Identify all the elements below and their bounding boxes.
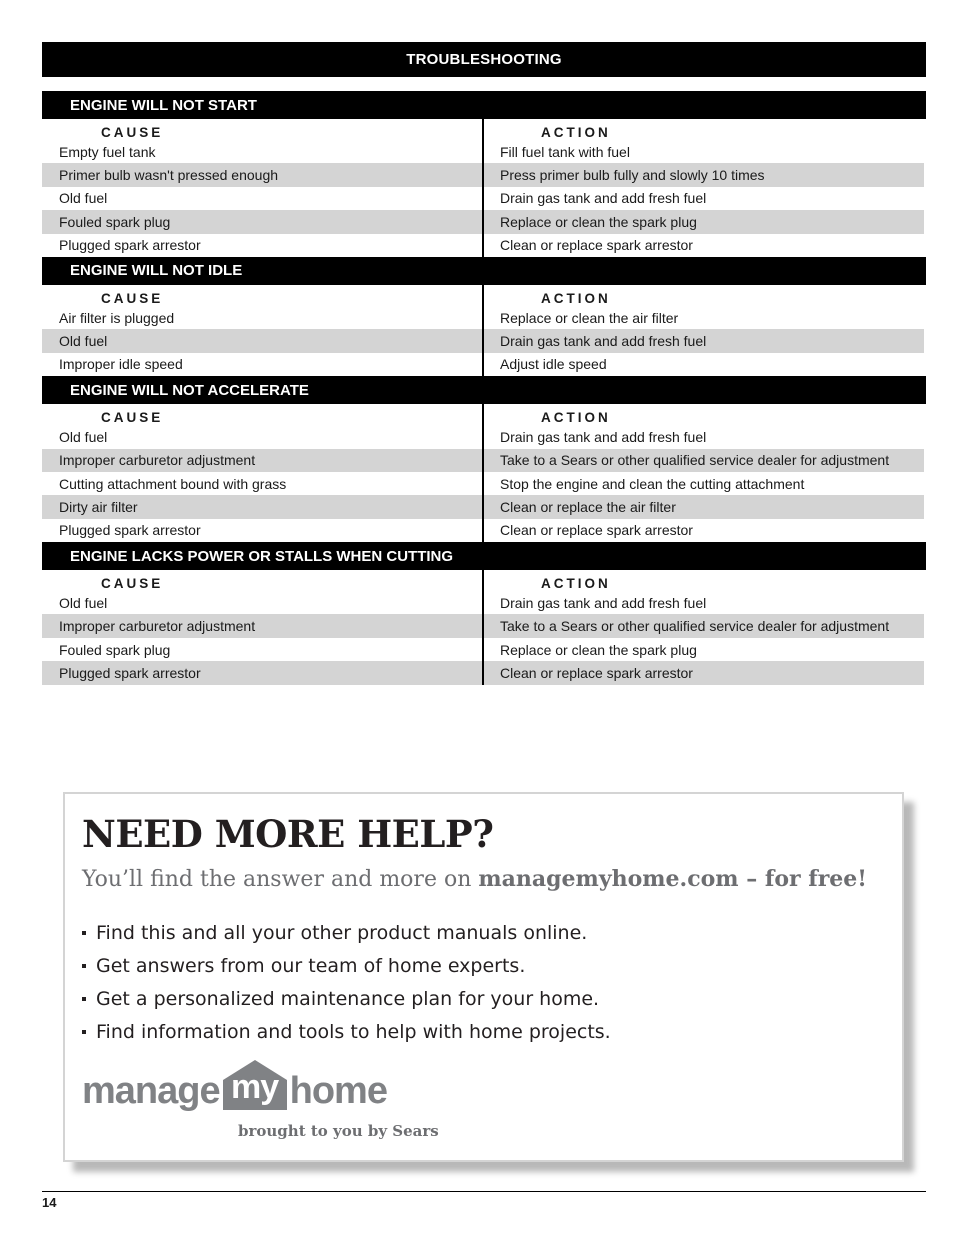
list-item: [82, 982, 611, 1015]
table-title: TROUBLESHOOTING: [42, 42, 926, 77]
cause-cell: Plugged spark arrestor: [59, 522, 201, 539]
cause-cell: Plugged spark arrestor: [59, 664, 201, 681]
table-spacer: [42, 77, 926, 91]
section-body: [42, 404, 926, 542]
cause-cell: Fouled spark plug: [59, 641, 171, 658]
cause-cell: Primer bulb wasn't pressed enough: [59, 167, 279, 184]
logo-word-my: my: [231, 1068, 279, 1106]
table-row: [42, 306, 924, 329]
table-row: [42, 495, 924, 518]
logo-word-home: home: [289, 1070, 387, 1112]
help-title: NEED MORE HELP?: [82, 812, 494, 856]
cause-cell: Improper idle speed: [59, 356, 183, 373]
cause-cell: Fouled spark plug: [59, 213, 171, 230]
cause-cell: Empty fuel tank: [59, 143, 156, 160]
table-row: [42, 163, 924, 186]
action-cell: Drain gas tank and add fresh fuel: [500, 190, 707, 207]
cause-column-header: CAUSE: [101, 125, 164, 140]
bullet-icon: [82, 1030, 86, 1034]
section-body: [42, 570, 926, 685]
footer-divider: [42, 1191, 926, 1192]
bullet-text: Get a personalized maintenance plan for your home.: [96, 987, 600, 1010]
cause-cell: Air filter is plugged: [59, 309, 175, 326]
table-row: [42, 425, 924, 448]
section-body: [42, 285, 926, 376]
help-subtitle: [82, 866, 867, 892]
cause-column-header: CAUSE: [101, 410, 164, 426]
action-cell: Replace or clean the spark plug: [500, 213, 697, 230]
table-row: [42, 614, 924, 637]
table-section: [42, 542, 926, 685]
cause-cell: Plugged spark arrestor: [59, 237, 201, 254]
bullet-icon: [82, 997, 86, 1001]
action-cell: Drain gas tank and add fresh fuel: [500, 333, 707, 350]
table-row: [42, 519, 924, 542]
table-row: [42, 140, 924, 163]
cause-cell: Old fuel: [59, 190, 108, 207]
table-row: [42, 472, 924, 495]
action-cell: Press primer bulb fully and slowly 10 times: [500, 167, 765, 184]
table-section: [42, 376, 926, 542]
table-row: [42, 329, 924, 352]
cause-column-header: CAUSE: [101, 576, 164, 592]
action-cell: Drain gas tank and add fresh fuel: [500, 428, 707, 445]
cause-cell: Old fuel: [59, 428, 108, 445]
action-cell: Clean or replace spark arrestor: [500, 237, 693, 254]
list-item: [82, 949, 611, 982]
table-row: [42, 591, 924, 614]
table-sections: [42, 91, 926, 685]
bullet-text: Find this and all your other product manuals online.: [96, 921, 588, 944]
help-subtitle-prefix: You’ll find the answer and more on: [82, 867, 479, 892]
bullet-text: Find information and tools to help with home projects.: [96, 1020, 611, 1043]
section-heading: ENGINE WILL NOT IDLE: [42, 257, 926, 285]
managemyhome-logo: [82, 1054, 387, 1110]
action-cell: Take to a Sears or other qualified service dealer for adjustment: [500, 618, 890, 635]
help-bullet-list: [82, 916, 611, 1048]
column-header-row: [42, 404, 926, 425]
list-item: [82, 1015, 611, 1048]
cause-cell: Old fuel: [59, 333, 108, 350]
list-item: [82, 916, 611, 949]
bullet-text: Get answers from our team of home experts.: [96, 954, 526, 977]
table-row: [42, 210, 924, 233]
action-cell: Stop the engine and clean the cutting attachment: [500, 475, 805, 492]
column-header-row: [42, 570, 926, 591]
section-heading: ENGINE LACKS POWER OR STALLS WHEN CUTTING: [42, 542, 926, 570]
help-subtitle-link[interactable]: managemyhome.com – for free!: [478, 866, 867, 892]
action-cell: Replace or clean the air filter: [500, 309, 679, 326]
action-column-header: ACTION: [541, 125, 611, 140]
section-heading: ENGINE WILL NOT START: [42, 91, 926, 119]
table-row: [42, 449, 924, 472]
table-row: [42, 187, 924, 210]
logo-tagline: brought to you by Sears: [238, 1122, 439, 1140]
table-section: [42, 257, 926, 376]
action-cell: Drain gas tank and add fresh fuel: [500, 594, 707, 611]
cause-cell: Dirty air filter: [59, 498, 138, 515]
action-cell: Replace or clean the spark plug: [500, 641, 697, 658]
action-cell: Clean or replace the air filter: [500, 498, 676, 515]
cause-cell: Improper carburetor adjustment: [59, 618, 256, 635]
cause-cell: Cutting attachment bound with grass: [59, 475, 287, 492]
action-cell: Take to a Sears or other qualified service dealer for adjustment: [500, 452, 890, 469]
table-row: [42, 353, 924, 376]
bullet-icon: [82, 964, 86, 968]
table-row: [42, 638, 924, 661]
action-cell: Fill fuel tank with fuel: [500, 143, 630, 160]
table-section: [42, 91, 926, 257]
table-row: [42, 234, 924, 257]
column-header-row: [42, 119, 926, 140]
house-icon: [223, 1060, 287, 1110]
need-more-help-box: [63, 792, 904, 1162]
section-heading: ENGINE WILL NOT ACCELERATE: [42, 376, 926, 404]
table-row: [42, 661, 924, 684]
logo-word-manage: manage: [82, 1070, 220, 1112]
page-number: 14: [42, 1195, 57, 1210]
action-cell: Clean or replace spark arrestor: [500, 522, 693, 539]
cause-cell: Old fuel: [59, 594, 108, 611]
action-cell: Adjust idle speed: [500, 356, 607, 373]
action-column-header: ACTION: [541, 410, 611, 426]
bullet-icon: [82, 931, 86, 935]
troubleshooting-table: [42, 42, 926, 685]
cause-cell: Improper carburetor adjustment: [59, 452, 256, 469]
section-body: [42, 119, 926, 257]
column-header-row: [42, 285, 926, 306]
action-cell: Clean or replace spark arrestor: [500, 664, 693, 681]
cause-column-header: CAUSE: [101, 290, 164, 306]
action-column-header: ACTION: [541, 576, 611, 592]
action-column-header: ACTION: [541, 290, 611, 306]
